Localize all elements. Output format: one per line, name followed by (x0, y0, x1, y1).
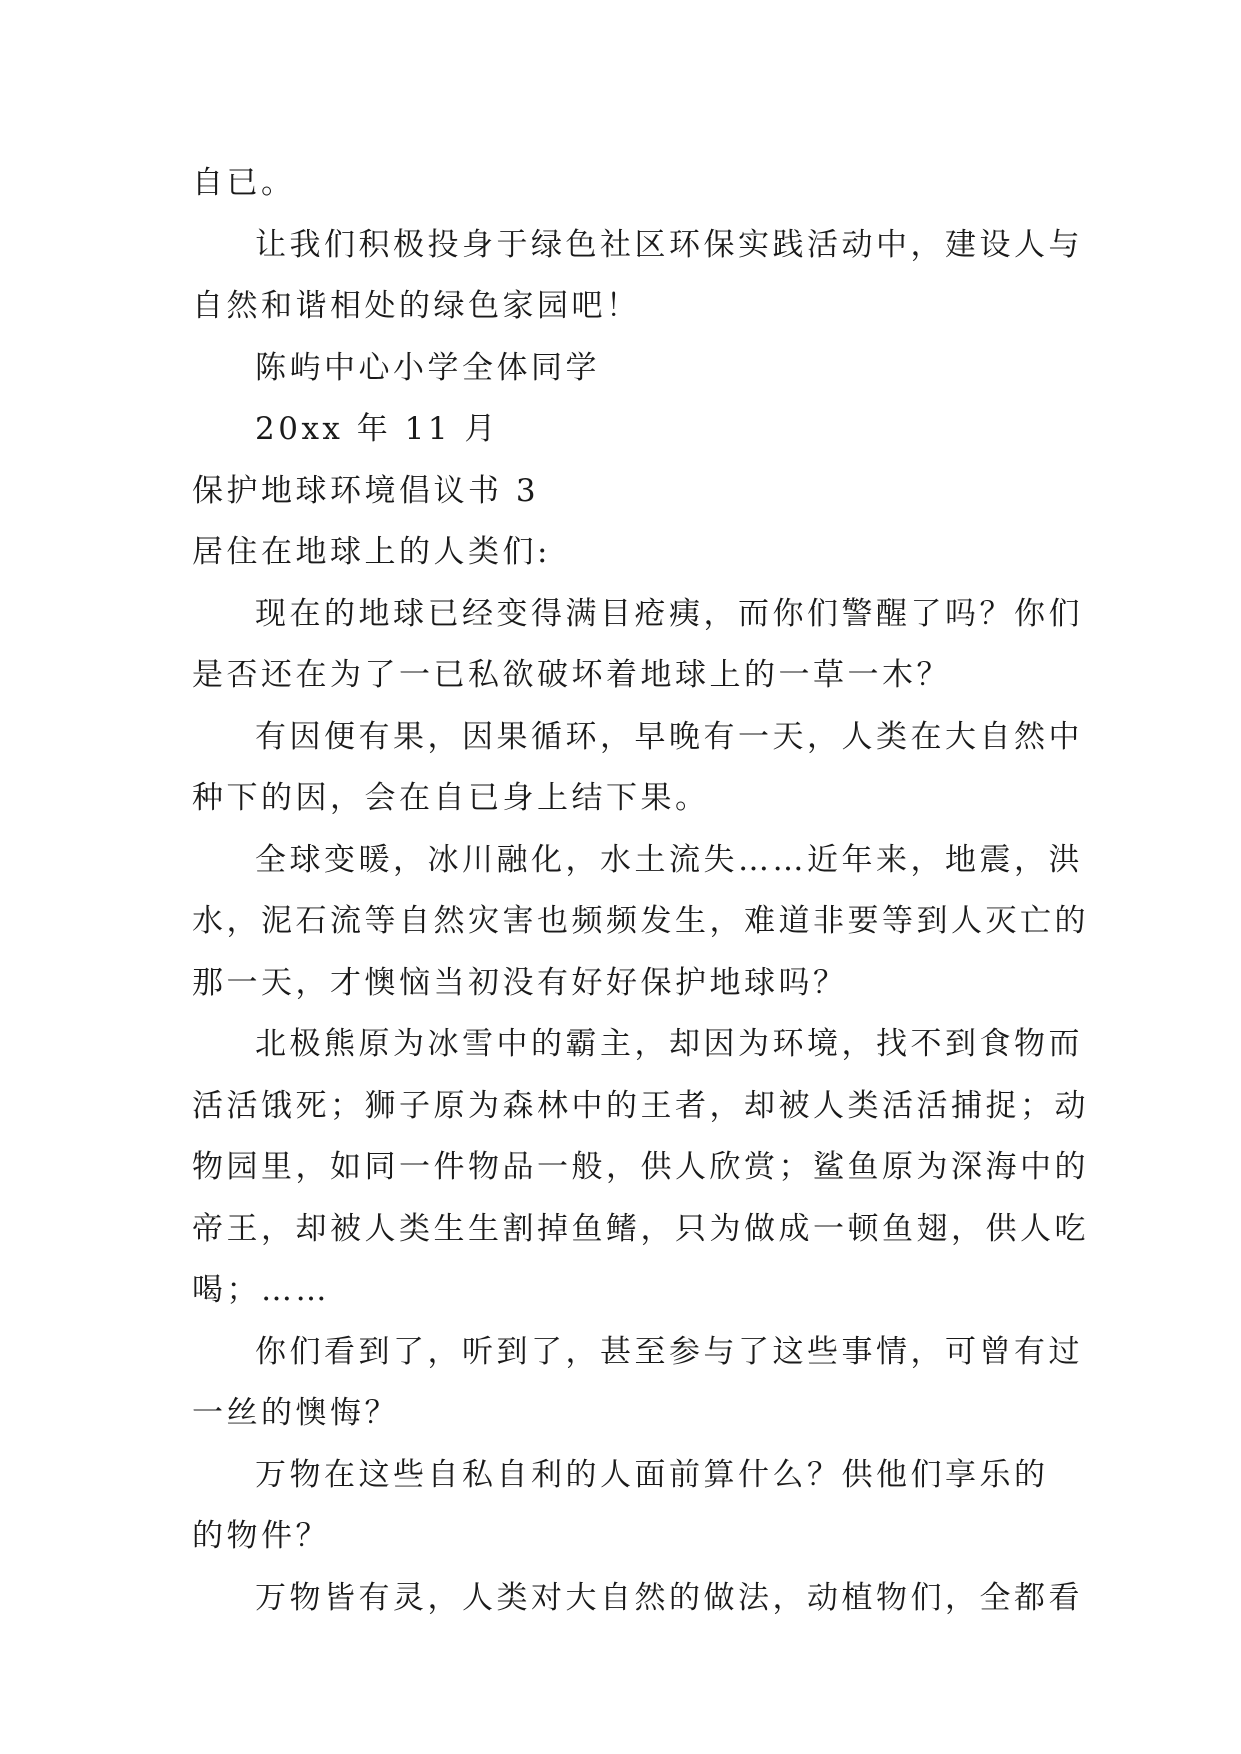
date-line: 20xx 年 11 月 (255, 411, 499, 447)
text-line: 一丝的懊悔？ (192, 1395, 399, 1431)
text-line: 喝；…… (192, 1272, 330, 1308)
text-line: 活活饿死；狮子原为森林中的王者，却被人类活活捕捉；动 (192, 1087, 1089, 1124)
text-line: 水，泥石流等自然灾害也频频发生，难道非要等到人灭亡的 (192, 903, 1089, 939)
signature-line: 陈屿中心小学全体同学 (255, 349, 600, 386)
text-line: 万物在这些自私自利的人面前算什么？供他们享乐的 (255, 1456, 1049, 1493)
text-line: 的物件？ (192, 1518, 330, 1554)
document-page (192, 153, 1089, 1629)
text-line: 自然和谐相处的绿色家园吧！ (192, 288, 641, 324)
text-line: 物园里，如同一件物品一般，供人欣赏；鲨鱼原为深海中的 (192, 1149, 1089, 1185)
text-line: 那一天，才懊恼当初没有好好保护地球吗？ (192, 964, 848, 1001)
text-line: 有因便有果，因果循环，早晚有一天，人类在大自然中 (255, 718, 1083, 755)
text-line: 让我们积极投身于绿色社区环保实践活动中，建设人与 (255, 226, 1083, 263)
text-line: 自已。 (192, 165, 296, 201)
salutation: 居住在地球上的人类们: (192, 534, 551, 570)
text-line: 你们看到了，听到了，甚至参与了这些事情，可曾有过 (255, 1333, 1083, 1370)
text-line: 是否还在为了一已私欲破坏着地球上的一草一木？ (192, 657, 951, 693)
text-line: 现在的地球已经变得满目疮痍，而你们警醒了吗？你们 (255, 595, 1083, 632)
text-line: 万物皆有灵，人类对大自然的做法，动植物们，全都看 (255, 1579, 1083, 1616)
text-line: 全球变暖，冰川融化，水土流失……近年来，地震，洪 (255, 841, 1083, 878)
text-line: 北极熊原为冰雪中的霸主，却因为环境，找不到食物而 (255, 1026, 1083, 1062)
text-line: 帝王，却被人类生生割掉鱼鳍，只为做成一顿鱼翅，供人吃 (192, 1210, 1089, 1247)
text-line: 种下的因，会在自已身上结下果。 (192, 780, 710, 816)
section-title: 保护地球环境倡议书 3 (192, 472, 540, 509)
